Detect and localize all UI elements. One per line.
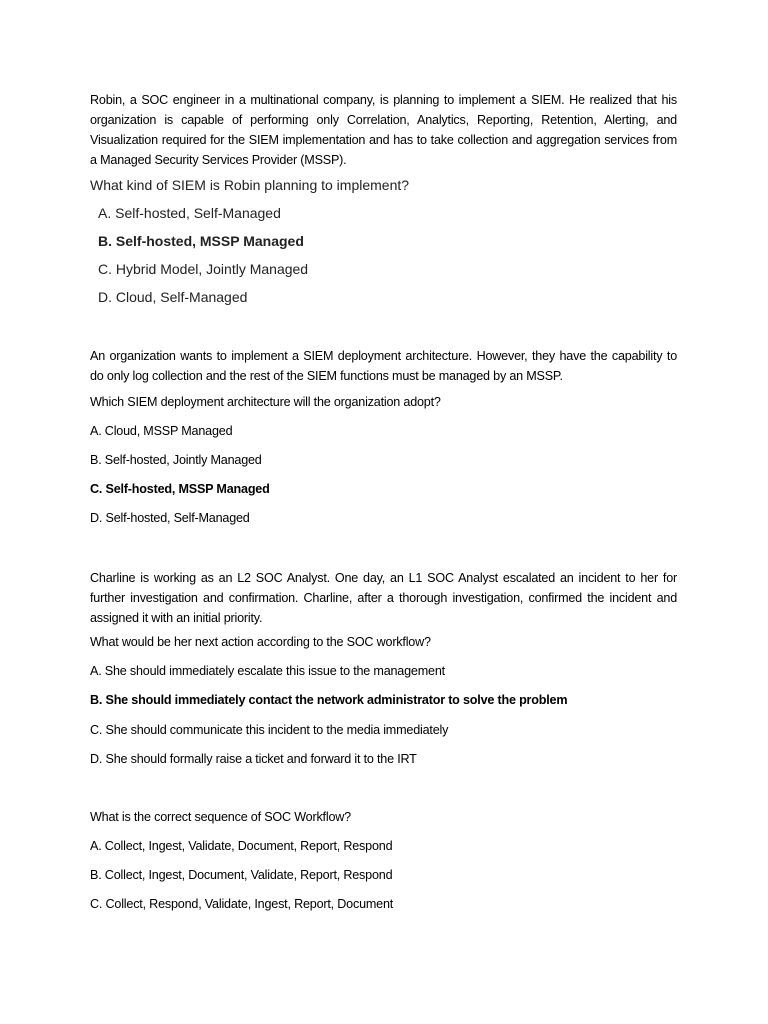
q1-stem: Robin, a SOC engineer in a multinational company, is planning to implement a SIEM. He realized that his organization is capable of performing only Correlation, Analytics, Reporting, Retention, Alerting, and Visualization required for the SIEM implementation and has to take collection and aggregation services from a Managed Security Services Provider (MSSP). bbox=[90, 93, 677, 167]
q1-option-b: B. Self-hosted, MSSP Managed bbox=[98, 233, 304, 249]
q3-option-c: C. She should communicate this incident to the media immediately bbox=[90, 723, 449, 737]
q2-question: Which SIEM deployment architecture will the organization adopt? bbox=[90, 395, 441, 409]
q2-stem: An organization wants to implement a SIEM deployment architecture. However, they have the capability to do only log collection and the rest of the SIEM functions must be managed by an MSSP. bbox=[90, 349, 677, 383]
q1-option-d: D. Cloud, Self-Managed bbox=[98, 289, 248, 305]
q3-question: What would be her next action according to the SOC workflow? bbox=[90, 635, 431, 649]
q3-stem: Charline is working as an L2 SOC Analyst. One day, an L1 SOC Analyst escalated an incident to her for further investigation and confirmation. Charline, after a thorough investigation, confirmed the incident and assigned it with an initial priority. bbox=[90, 571, 677, 625]
q4-option-a: A. Collect, Ingest, Validate, Document, Report, Respond bbox=[90, 839, 393, 853]
q2-option-a: A. Cloud, MSSP Managed bbox=[90, 424, 233, 438]
q3-option-b: B. She should immediately contact the network administrator to solve the problem bbox=[90, 693, 568, 707]
q3-option-d: D. She should formally raise a ticket and forward it to the IRT bbox=[90, 752, 417, 766]
q1-option-a: A. Self-hosted, Self-Managed bbox=[98, 205, 281, 221]
q4-question: What is the correct sequence of SOC Workflow? bbox=[90, 810, 351, 824]
q4-option-b: B. Collect, Ingest, Document, Validate, Report, Respond bbox=[90, 868, 393, 882]
q2-option-d: D. Self-hosted, Self-Managed bbox=[90, 511, 250, 525]
q2-option-c: C. Self-hosted, MSSP Managed bbox=[90, 482, 270, 496]
q2-option-b: B. Self-hosted, Jointly Managed bbox=[90, 453, 262, 467]
q1-option-c: C. Hybrid Model, Jointly Managed bbox=[98, 261, 309, 277]
q3-option-a: A. She should immediately escalate this issue to the management bbox=[90, 664, 445, 678]
q4-option-c: C. Collect, Respond, Validate, Ingest, Report, Document bbox=[90, 897, 394, 911]
q1-question: What kind of SIEM is Robin planning to implement? bbox=[90, 177, 410, 193]
